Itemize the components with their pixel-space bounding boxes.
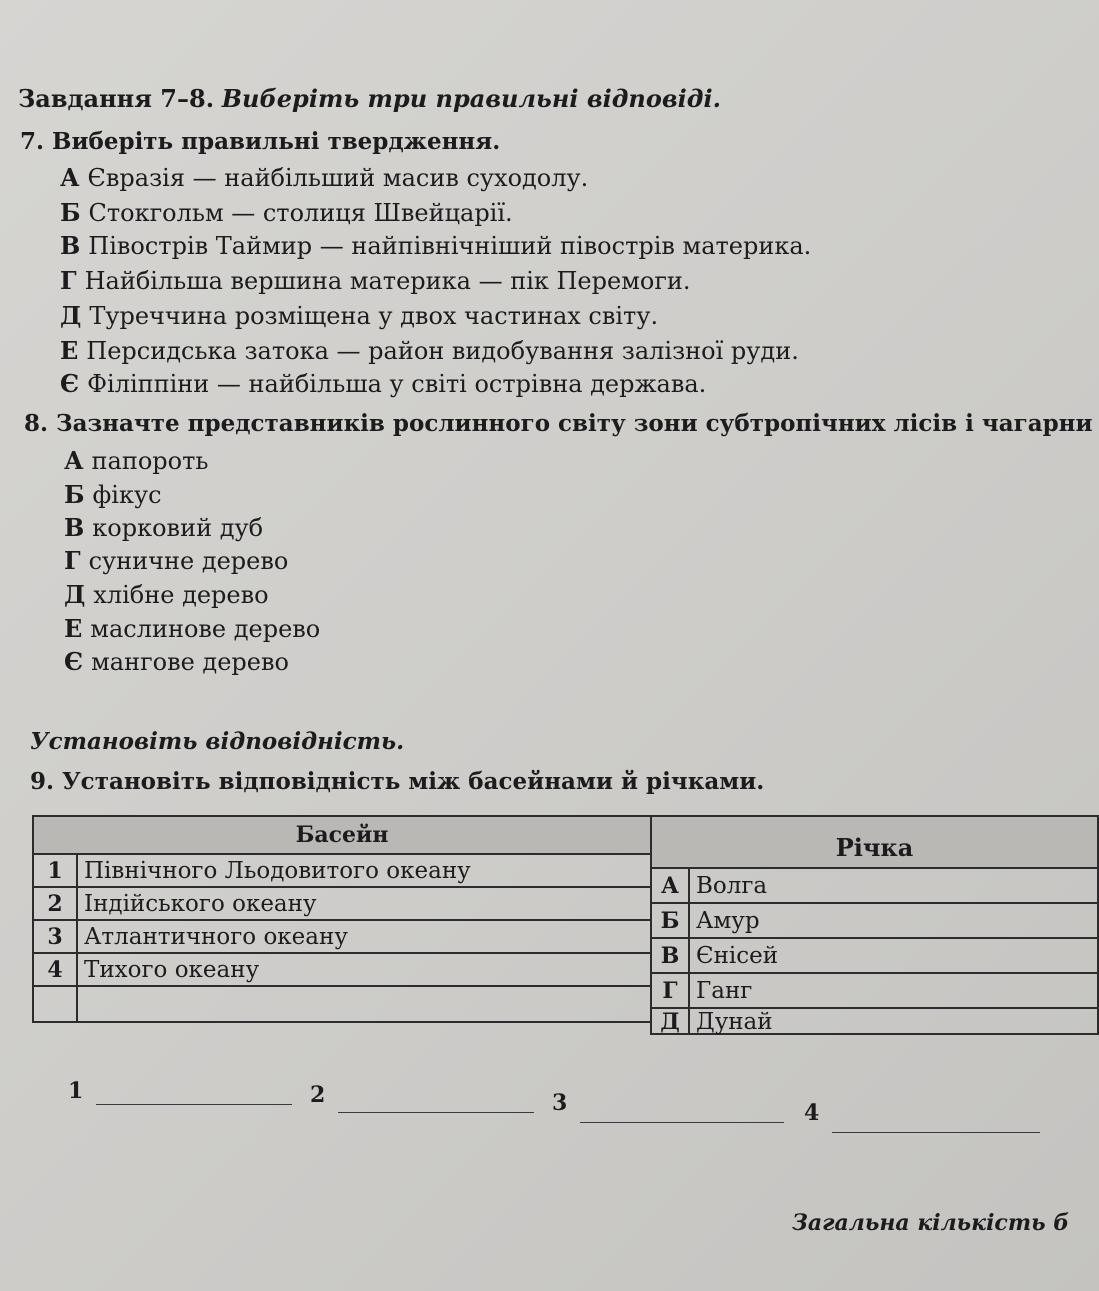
q8-option-d: Д хлібне дерево: [64, 580, 269, 609]
answer-label-3: 3: [552, 1090, 568, 1116]
table-row-letter: А: [650, 867, 690, 904]
q7-option-ye: Є Філіппіни — найбільша у світі острівна держава.: [60, 369, 707, 398]
q8-option-b: Б фікус: [64, 480, 162, 509]
table-row-river: Амур: [688, 902, 1099, 939]
table-row-basin: Тихого океану: [76, 952, 652, 987]
q7-option-h: Г Найбільша вершина материка — пік Перемоги.: [60, 266, 691, 295]
table-header-river: Річка: [650, 815, 1099, 869]
footer-total: Загальна кількість б: [792, 1210, 1070, 1236]
table-header-basin: Басейн: [32, 815, 652, 855]
q8-title: 8. Зазначте представників рослинного світу зони субтропічних лісів і чагарни: [24, 410, 1093, 437]
q7-option-b: Б Стокгольм — столиця Швейцарії.: [60, 198, 513, 227]
q7-option-d: Д Туреччина розміщена у двох частинах світу.: [60, 301, 659, 330]
q8-option-h: Г суничне дерево: [64, 546, 289, 575]
section-instruction: Установіть відповідність.: [30, 728, 405, 755]
table-row-river: Єнісей: [688, 937, 1099, 974]
q8-option-ye: Є мангове дерево: [64, 647, 289, 676]
answer-field-2[interactable]: [338, 1112, 534, 1113]
q7-title: 7. Виберіть правильні твердження.: [20, 128, 501, 155]
table-row-river: Волга: [688, 867, 1099, 904]
table-row-river: Дунай: [688, 1007, 1099, 1035]
table-row-river: Ганг: [688, 972, 1099, 1009]
table-row-empty-num: [32, 985, 78, 1023]
q9-title: 9. Установіть відповідність між басейнами й річками.: [30, 768, 765, 795]
answer-field-4[interactable]: [832, 1132, 1040, 1133]
table-row-num: 2: [32, 886, 78, 921]
q8-option-v: В корковий дуб: [64, 513, 264, 542]
table-row-basin: Північного Льодовитого океану: [76, 853, 652, 888]
answer-label-2: 2: [310, 1082, 326, 1108]
table-row-basin: Індійського океану: [76, 886, 652, 921]
task-heading: [18, 84, 721, 113]
q8-option-e: Е маслинове дерево: [64, 614, 321, 643]
matching-table: [32, 815, 1099, 1035]
answer-field-1[interactable]: [96, 1104, 292, 1105]
table-row-letter: Д: [650, 1007, 690, 1035]
q7-option-v: В Півострів Таймир — найпівнічніший півострів материка.: [60, 231, 812, 260]
q7-option-e: Е Персидська затока — район видобування залізної руди.: [60, 336, 799, 365]
task-label: Завдання 7–8.: [18, 84, 215, 113]
table-row-letter: В: [650, 937, 690, 974]
answer-field-3[interactable]: [580, 1122, 784, 1123]
table-row-letter: Г: [650, 972, 690, 1009]
q8-option-a: А папороть: [64, 446, 209, 475]
table-row-empty: [76, 985, 652, 1023]
answer-label-4: 4: [804, 1100, 820, 1126]
table-row-letter: Б: [650, 902, 690, 939]
table-row-num: 4: [32, 952, 78, 987]
answer-label-1: 1: [68, 1078, 84, 1104]
task-instruction: Виберіть три правильні відповіді.: [221, 84, 721, 113]
table-row-num: 1: [32, 853, 78, 888]
q7-option-a: А Євразія — найбільший масив суходолу.: [60, 163, 589, 192]
table-row-num: 3: [32, 919, 78, 954]
table-row-basin: Атлантичного океану: [76, 919, 652, 954]
